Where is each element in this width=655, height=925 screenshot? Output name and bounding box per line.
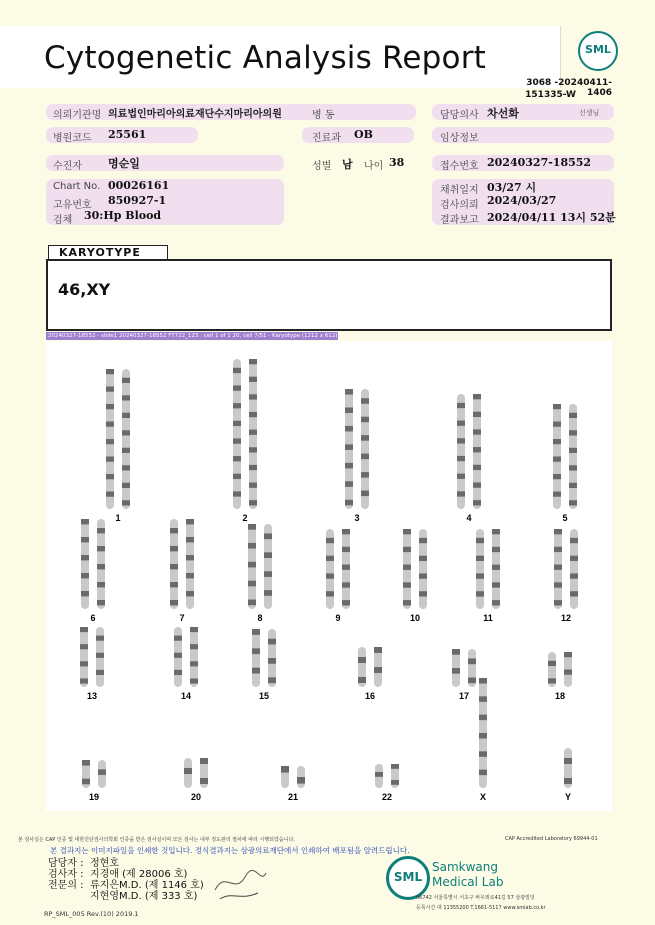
chromosome-label-6: 6	[90, 613, 96, 623]
karyotype-result: 46,XY	[58, 280, 111, 299]
chromosome-label-17: 17	[458, 691, 470, 701]
chromosome-5-b	[569, 404, 577, 509]
ward-label: 병 동	[312, 110, 335, 121]
chromosome-11-a	[476, 529, 484, 609]
karyogram-caption: 20240327-18552 - slide1 20240327-18552 FT722_123 : cell 1 of 1 20, cell 7/51 - Karyotype (1212 x 612)	[48, 333, 338, 339]
chromosome-label-21: 21	[287, 792, 299, 802]
doctor-value: 차선화	[487, 107, 519, 120]
requested-label: 검사의뢰	[440, 200, 479, 211]
chart-label: Chart No.	[53, 181, 101, 192]
age-label: 나이	[364, 161, 384, 172]
chromosome-label-18: 18	[554, 691, 566, 701]
chromosome-label-13: 13	[86, 691, 98, 701]
chromosome-9-a	[326, 529, 334, 609]
chromosome-6-a	[81, 519, 89, 609]
report-id-line2: 151335-W	[525, 90, 576, 100]
requested-value: 2024/03/27	[487, 194, 557, 207]
lab-name-2: Medical Lab	[432, 875, 504, 889]
chromosome-2-b	[249, 359, 257, 509]
chromosome-label-16: 16	[364, 691, 376, 701]
chromosome-16-b	[374, 647, 382, 687]
karyotype-heading: KARYOTYPE	[48, 245, 168, 259]
fine-print: 본 검사실은 CAP 인증 및 대한진단검사의학회 인증을 받은 검사실이며 모든 검사는 내부 정도관리 절차에 따라 시행되었습니다.	[18, 837, 295, 843]
collected-label: 채취일지	[440, 185, 479, 196]
chromosome-3-a	[345, 389, 353, 509]
logo-text: SML	[585, 43, 611, 56]
reported-label: 결과보고	[440, 215, 479, 226]
chromosome-12-a	[554, 529, 562, 609]
chromosome-label-2: 2	[242, 513, 248, 523]
chromosome-label-10: 10	[409, 613, 421, 623]
staff-role-3: 전문의 :	[48, 880, 84, 891]
chromosome-label-14: 14	[180, 691, 192, 701]
chromosome-8-b	[264, 524, 272, 609]
chromosome-19-a	[82, 760, 90, 788]
chromosome-17-a	[452, 649, 460, 687]
chromosome-4-b	[473, 394, 481, 509]
form-code: RP_SML_005 Rev.(10) 2019.1	[44, 910, 139, 918]
doctor-label: 담당의사	[440, 110, 479, 121]
staff-role-2: 검사자 :	[48, 869, 84, 880]
chromosome-7-a	[170, 519, 178, 609]
chromosome-3-b	[361, 389, 369, 509]
collected-value: 03/27 시	[487, 181, 537, 194]
dept-label: 진료과	[312, 133, 341, 144]
doctor-suffix: 선생님	[579, 109, 600, 117]
chromosome-X	[479, 678, 487, 788]
karyogram-image	[46, 341, 612, 811]
chromosome-label-15: 15	[258, 691, 270, 701]
chromosome-label-8: 8	[257, 613, 263, 623]
staff-name-3: 류지은M.D. (제 1146 호)	[90, 880, 204, 891]
chart-value: 00026161	[108, 179, 170, 192]
chromosome-14-a	[174, 627, 182, 687]
chromosome-15-a	[252, 629, 260, 687]
chromosome-label-19: 19	[88, 792, 100, 802]
chromosome-10-a	[403, 529, 411, 609]
chromosome-label-4: 4	[466, 513, 472, 523]
chromosome-22-b	[391, 764, 399, 788]
patient-value: 명순일	[108, 157, 140, 170]
clinical-label: 임상정보	[440, 133, 479, 144]
lab-address: 06742 서울특별시 서초구 바우뫼로41길 57 삼광빌딩	[416, 895, 535, 901]
institution-label: 의뢰기관명	[53, 110, 102, 121]
chromosome-21-b	[297, 766, 305, 788]
chromosome-15-b	[268, 629, 276, 687]
cap-text: CAP Accredited Laboratory 69944-01	[505, 836, 598, 842]
lab-logo-text: SML	[393, 870, 423, 884]
chromosome-Y	[564, 748, 572, 788]
chromosome-18-a	[548, 652, 556, 687]
report-title: Cytogenetic Analysis Report	[44, 40, 486, 76]
chromosome-16-a	[358, 647, 366, 687]
hospital-code-value: 25561	[108, 128, 147, 141]
chromosome-2-a	[233, 359, 241, 509]
chromosome-9-b	[342, 529, 350, 609]
chromosome-21-a	[281, 766, 289, 788]
chromosome-label-20: 20	[190, 792, 202, 802]
staff-role-1: 담당자 :	[48, 858, 84, 869]
lab-contact: 등록시간 대 11355200 T.1661-5117 www.smlab.co.kr	[416, 905, 546, 911]
sex-label: 성별	[312, 161, 332, 172]
reported-value: 2024/04/11 13시 52분	[487, 211, 616, 224]
chromosome-22-a	[375, 764, 383, 788]
chromosome-12-b	[570, 529, 578, 609]
chromosome-label-5: 5	[562, 513, 568, 523]
chromosome-label-3: 3	[354, 513, 360, 523]
staff-name-1: 정현호	[90, 858, 119, 869]
chromosome-label-7: 7	[179, 613, 185, 623]
chromosome-7-b	[186, 519, 194, 609]
chromosome-8-a	[248, 524, 256, 609]
specimen-label: 검체	[53, 215, 73, 226]
patient-label: 수진자	[53, 161, 82, 172]
chromosome-17-b	[468, 649, 476, 687]
chromosome-13-b	[96, 627, 104, 687]
chromosome-19-b	[98, 760, 106, 788]
chromosome-label-9: 9	[335, 613, 341, 623]
chromosome-label-X: X	[479, 792, 487, 802]
chromosome-label-1: 1	[115, 513, 121, 523]
dept-value: OB	[354, 128, 373, 141]
chromosome-20-a	[184, 758, 192, 788]
specimen-value: 30:Hp Blood	[84, 209, 162, 222]
chromosome-1-a	[106, 369, 114, 509]
chromosome-10-b	[419, 529, 427, 609]
hospital-code-label: 병원코드	[53, 133, 92, 144]
signature-scribble	[210, 865, 270, 903]
chromosome-18-b	[564, 652, 572, 687]
unique-value: 850927-1	[108, 194, 167, 207]
chromosome-label-Y: Y	[564, 792, 572, 802]
notice-text: 본 결과지는 이미지파일을 인쇄한 것입니다. 정식결과지는 삼광의료재단에서 인쇄하여 배포됨을 알려드립니다.	[50, 846, 410, 855]
chromosome-label-12: 12	[560, 613, 572, 623]
chromosome-1-b	[122, 369, 130, 509]
chromosome-4-a	[457, 394, 465, 509]
report-id-line1: 3068 -20240411-1406	[526, 78, 612, 98]
institution-value: 의료법인마리아의료재단수지마리아의원	[108, 109, 282, 120]
receipt-value: 20240327-18552	[487, 156, 592, 169]
receipt-label: 접수번호	[440, 161, 479, 172]
chromosome-label-22: 22	[381, 792, 393, 802]
karyogram-svg	[46, 341, 612, 811]
staff-name-2: 지경애 (제 28006 호)	[90, 869, 188, 880]
chromosome-label-11: 11	[483, 613, 493, 623]
chromosome-14-b	[190, 627, 198, 687]
chromosome-13-a	[80, 627, 88, 687]
chromosome-20-b	[200, 758, 208, 788]
staff-name-4: 지현영M.D. (제 333 호)	[90, 891, 198, 902]
sex-value: 남	[342, 158, 353, 171]
unique-label: 고유번호	[53, 200, 92, 211]
chromosome-5-a	[553, 404, 561, 509]
chromosome-11-b	[492, 529, 500, 609]
sml-logo	[578, 31, 618, 71]
karyotype-result-box	[46, 259, 612, 331]
chromosome-6-b	[97, 519, 105, 609]
age-value: 38	[389, 156, 405, 169]
lab-name-1: Samkwang	[432, 860, 498, 874]
